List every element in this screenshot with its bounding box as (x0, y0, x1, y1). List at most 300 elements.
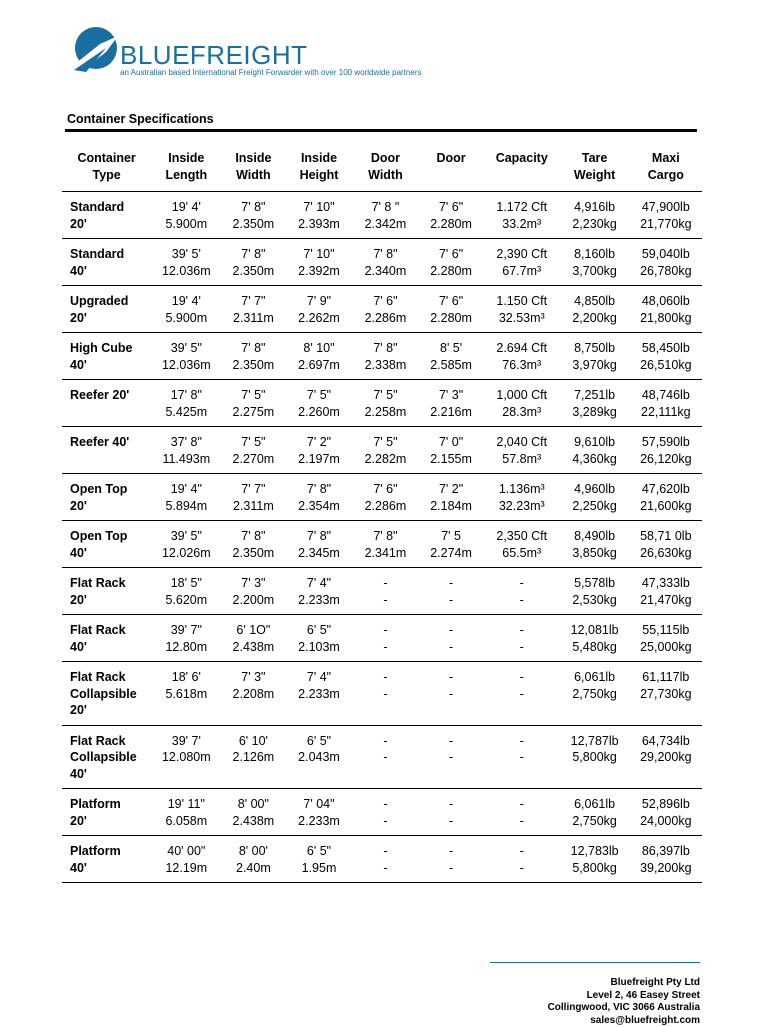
spec-cell (353, 521, 419, 568)
spec-value: - (355, 843, 417, 860)
spec-value: 12,081lb (562, 622, 628, 639)
company-logo (66, 26, 446, 82)
spec-cell (221, 427, 285, 474)
spec-value: - (486, 575, 558, 592)
spec-value: - (486, 733, 558, 750)
column-header-line: Weight (562, 167, 628, 184)
spec-value: 6' 10' (223, 733, 283, 750)
spec-cell (418, 380, 484, 427)
container-type-line: Reefer 40' (70, 434, 149, 451)
spec-value: 12,783lb (562, 843, 628, 860)
spec-value: - (486, 622, 558, 639)
spec-value: - (355, 622, 417, 639)
spec-cell (418, 836, 484, 883)
spec-value: - (420, 813, 482, 830)
container-type-line: Open Top (70, 528, 149, 545)
footer-company: Bluefreight Pty Ltd (548, 977, 700, 990)
spec-value: 7' 10" (287, 199, 350, 216)
spec-cell (560, 725, 630, 789)
spec-value: 8' 00' (223, 843, 283, 860)
spec-value: 59,040lb (632, 246, 700, 263)
spec-value: 2.342m (355, 216, 417, 233)
spec-value: - (486, 749, 558, 766)
spec-cell (151, 427, 221, 474)
container-type-line: 40' (70, 766, 149, 783)
spec-value: 58,450lb (632, 340, 700, 357)
spec-cell (630, 725, 702, 789)
container-type-line: Flat Rack (70, 733, 149, 750)
spec-value: 3,700kg (562, 263, 628, 280)
container-type-line: 20' (70, 498, 149, 515)
container-type-line: Collapsible (70, 749, 149, 766)
column-header (484, 146, 560, 192)
spec-value: - (486, 669, 558, 686)
container-type-line: Collapsible (70, 686, 149, 703)
table-row (62, 725, 702, 789)
spec-cell (560, 192, 630, 239)
spec-value: - (420, 622, 482, 639)
spec-value: 5.425m (153, 404, 219, 421)
spec-cell (418, 333, 484, 380)
spec-cell (221, 380, 285, 427)
spec-value: 2.697m (287, 357, 350, 374)
spec-value: 57.8m³ (486, 451, 558, 468)
container-type-line: 40' (70, 263, 149, 280)
spec-cell (151, 725, 221, 789)
spec-value: 3,850kg (562, 545, 628, 562)
spec-value: 64,734lb (632, 733, 700, 750)
spec-cell (285, 836, 352, 883)
spec-cell (418, 789, 484, 836)
column-header-line (420, 167, 482, 184)
spec-cell (353, 615, 419, 662)
spec-value: 2.438m (223, 813, 283, 830)
spec-value: 2.350m (223, 216, 283, 233)
spec-cell (151, 836, 221, 883)
spec-cell (484, 662, 560, 726)
spec-cell (484, 286, 560, 333)
column-header-line: Container (64, 150, 149, 167)
spec-value: - (355, 860, 417, 877)
spec-value: - (486, 813, 558, 830)
spec-cell (285, 789, 352, 836)
spec-value: 8' 00" (223, 796, 283, 813)
spec-value: - (355, 796, 417, 813)
spec-value: 1.136m³ (486, 481, 558, 498)
spec-cell (221, 615, 285, 662)
spec-cell (221, 725, 285, 789)
container-type-cell (62, 380, 151, 427)
column-header-line (486, 167, 558, 184)
spec-value: 2.280m (420, 310, 482, 327)
spec-value: 2,250kg (562, 498, 628, 515)
spec-value: 6' 5" (287, 733, 350, 750)
spec-cell (285, 427, 352, 474)
column-header-line: Height (287, 167, 350, 184)
spec-cell (418, 239, 484, 286)
spec-cell (484, 192, 560, 239)
container-type-line: Flat Rack (70, 575, 149, 592)
spec-cell (353, 662, 419, 726)
title-divider (65, 129, 697, 132)
spec-value: 5.900m (153, 310, 219, 327)
spec-value: 6.058m (153, 813, 219, 830)
container-type-line: High Cube (70, 340, 149, 357)
spec-value: 32.23m³ (486, 498, 558, 515)
spec-cell (630, 615, 702, 662)
spec-value: 5.618m (153, 686, 219, 703)
spec-value: 39,200kg (632, 860, 700, 877)
spec-value: 2.216m (420, 404, 482, 421)
spec-value: - (420, 843, 482, 860)
container-type-line: 20' (70, 216, 149, 233)
spec-value: 12.080m (153, 749, 219, 766)
spec-cell (484, 239, 560, 286)
spec-cell (151, 333, 221, 380)
spec-value: 7,251lb (562, 387, 628, 404)
spec-value: 86,397lb (632, 843, 700, 860)
spec-value: 39' 5" (153, 528, 219, 545)
spec-value: 12.80m (153, 639, 219, 656)
spec-value: 65.5m³ (486, 545, 558, 562)
spec-cell (353, 380, 419, 427)
spec-value: 12,787lb (562, 733, 628, 750)
container-type-line: 40' (70, 860, 149, 877)
container-type-line: 20' (70, 592, 149, 609)
container-type-line: Flat Rack (70, 669, 149, 686)
spec-value: 7' 2" (420, 481, 482, 498)
column-header-line: Door (355, 150, 417, 167)
container-type-cell (62, 615, 151, 662)
spec-cell (630, 380, 702, 427)
spec-value: 7' 4" (287, 669, 350, 686)
container-type-cell (62, 789, 151, 836)
spec-value: 7' 9" (287, 293, 350, 310)
spec-value: 26,630kg (632, 545, 700, 562)
spec-value: 2.286m (355, 498, 417, 515)
spec-value: 47,900lb (632, 199, 700, 216)
spec-value: 8,490lb (562, 528, 628, 545)
spec-cell (560, 789, 630, 836)
spec-value: 2.197m (287, 451, 350, 468)
column-header-line: Door (420, 150, 482, 167)
table-row (62, 568, 702, 615)
spec-value: 21,770kg (632, 216, 700, 233)
spec-value: - (355, 813, 417, 830)
table-body (62, 192, 702, 883)
column-header-line: Cargo (632, 167, 700, 184)
container-type-cell (62, 239, 151, 286)
spec-value: 7' 4" (287, 575, 350, 592)
spec-cell (221, 286, 285, 333)
column-header (62, 146, 151, 192)
spec-value: 5.894m (153, 498, 219, 515)
spec-value: 7' 6" (420, 199, 482, 216)
spec-cell (285, 662, 352, 726)
spec-value: 2.393m (287, 216, 350, 233)
column-header (560, 146, 630, 192)
spec-value: 5,480kg (562, 639, 628, 656)
spec-value: 2.280m (420, 216, 482, 233)
spec-cell (484, 615, 560, 662)
spec-value: 2,750kg (562, 686, 628, 703)
column-header-line: Length (153, 167, 219, 184)
spec-cell (418, 474, 484, 521)
spec-value: 25,000kg (632, 639, 700, 656)
spec-value: 2.233m (287, 813, 350, 830)
spec-value: 5,800kg (562, 860, 628, 877)
column-header (353, 146, 419, 192)
spec-cell (151, 286, 221, 333)
spec-value: 2,200kg (562, 310, 628, 327)
spec-value: - (355, 749, 417, 766)
container-type-line: Platform (70, 843, 149, 860)
container-type-line: Flat Rack (70, 622, 149, 639)
container-type-line: 20' (70, 702, 149, 719)
spec-value: 2.270m (223, 451, 283, 468)
spec-value: 2.233m (287, 592, 350, 609)
table-row (62, 192, 702, 239)
container-type-cell (62, 333, 151, 380)
spec-cell (285, 615, 352, 662)
spec-cell (484, 725, 560, 789)
spec-value: - (486, 592, 558, 609)
spec-value: 7' 7" (223, 481, 283, 498)
spec-cell (484, 333, 560, 380)
spec-value: 2.275m (223, 404, 283, 421)
spec-value: 27,730kg (632, 686, 700, 703)
spec-value: 21,600kg (632, 498, 700, 515)
table-row (62, 286, 702, 333)
spec-value: 29,200kg (632, 749, 700, 766)
spec-cell (630, 333, 702, 380)
spec-cell (630, 789, 702, 836)
spec-value: 39' 5' (153, 246, 219, 263)
container-type-cell (62, 192, 151, 239)
spec-value: 18' 6' (153, 669, 219, 686)
spec-value: 24,000kg (632, 813, 700, 830)
spec-value: 2,530kg (562, 592, 628, 609)
spec-value: 7' 0" (420, 434, 482, 451)
spec-value: 39' 7" (153, 622, 219, 639)
spec-cell (418, 521, 484, 568)
spec-value: 7' 8" (287, 528, 350, 545)
table-row (62, 427, 702, 474)
spec-value: 3,289kg (562, 404, 628, 421)
spec-cell (353, 286, 419, 333)
container-type-cell (62, 662, 151, 726)
spec-cell (285, 725, 352, 789)
spec-value: 22,111kg (632, 404, 700, 421)
spec-cell (221, 239, 285, 286)
spec-value: - (420, 733, 482, 750)
spec-value: 2.338m (355, 357, 417, 374)
spec-value: 3,970kg (562, 357, 628, 374)
spec-value: 2.274m (420, 545, 482, 562)
spec-value: 2.260m (287, 404, 350, 421)
spec-value: 7' 5" (223, 387, 283, 404)
column-header (630, 146, 702, 192)
spec-cell (560, 239, 630, 286)
spec-cell (285, 380, 352, 427)
spec-value: 2,230kg (562, 216, 628, 233)
spec-cell (285, 474, 352, 521)
spec-value: 2.345m (287, 545, 350, 562)
container-type-line: Standard (70, 246, 149, 263)
spec-value: 7' 8" (355, 528, 417, 545)
spec-value: 21,800kg (632, 310, 700, 327)
spec-value: - (420, 749, 482, 766)
spec-value: 2.40m (223, 860, 283, 877)
spec-value: 4,850lb (562, 293, 628, 310)
spec-cell (285, 286, 352, 333)
spec-cell (221, 192, 285, 239)
table-row (62, 333, 702, 380)
spec-cell (484, 474, 560, 521)
spec-value: 7' 8" (223, 246, 283, 263)
spec-value: 6' 5" (287, 622, 350, 639)
column-header-line: Width (355, 167, 417, 184)
spec-value: 6,061lb (562, 669, 628, 686)
spec-value: 2.200m (223, 592, 283, 609)
spec-value: 5,800kg (562, 749, 628, 766)
spec-cell (285, 521, 352, 568)
brand-tagline: an Australian based International Freight Forwarder with over 100 worldwide partners (120, 68, 422, 77)
spec-value: 8' 10" (287, 340, 350, 357)
container-type-line: 40' (70, 545, 149, 562)
spec-cell (151, 192, 221, 239)
spec-value: 2.286m (355, 310, 417, 327)
footer-address-line-2: Collingwood, VIC 3066 Australia (548, 1002, 700, 1015)
spec-cell (353, 789, 419, 836)
container-type-line: Platform (70, 796, 149, 813)
container-type-cell (62, 286, 151, 333)
spec-cell (221, 789, 285, 836)
container-type-line: 40' (70, 357, 149, 374)
spec-value: 4,360kg (562, 451, 628, 468)
spec-value: 2,350 Cft (486, 528, 558, 545)
spec-value: - (486, 686, 558, 703)
spec-value: 7' 8" (355, 340, 417, 357)
spec-cell (151, 615, 221, 662)
spec-cell (353, 333, 419, 380)
spec-value: 2.354m (287, 498, 350, 515)
spec-value: 19' 4' (153, 199, 219, 216)
spec-value: 48,060lb (632, 293, 700, 310)
spec-value: 2.585m (420, 357, 482, 374)
spec-value: 7' 04" (287, 796, 350, 813)
spec-value: 2.280m (420, 263, 482, 280)
spec-value: 2,750kg (562, 813, 628, 830)
spec-cell (560, 427, 630, 474)
spec-value: 37' 8" (153, 434, 219, 451)
spec-value: 8' 5' (420, 340, 482, 357)
spec-value: 12.036m (153, 263, 219, 280)
spec-value: 2.184m (420, 498, 482, 515)
spec-cell (285, 192, 352, 239)
spec-cell (221, 521, 285, 568)
spec-value: - (420, 575, 482, 592)
spec-cell (560, 615, 630, 662)
spec-value: 2.350m (223, 545, 283, 562)
spec-value: 2.350m (223, 357, 283, 374)
spec-value: 76.3m³ (486, 357, 558, 374)
brand-name: BLUEFREIGHT (120, 40, 308, 71)
column-header-line: Tare (562, 150, 628, 167)
spec-value: 7' 3" (420, 387, 482, 404)
spec-value: 2.282m (355, 451, 417, 468)
spec-cell (221, 474, 285, 521)
spec-value: 47,620lb (632, 481, 700, 498)
spec-value: 7' 5" (223, 434, 283, 451)
spec-value: 8,160lb (562, 246, 628, 263)
spec-value: 7' 8" (223, 199, 283, 216)
spec-cell (560, 286, 630, 333)
spec-value: - (355, 686, 417, 703)
container-type-line: 40' (70, 639, 149, 656)
spec-cell (560, 474, 630, 521)
spec-value: 7' 3" (223, 669, 283, 686)
company-address (548, 977, 700, 1027)
spec-cell (560, 333, 630, 380)
container-specs-table (62, 146, 702, 883)
spec-value: 26,120kg (632, 451, 700, 468)
spec-value: 2.126m (223, 749, 283, 766)
spec-cell (630, 568, 702, 615)
spec-value: 21,470kg (632, 592, 700, 609)
spec-value: 1.95m (287, 860, 350, 877)
spec-value: 12.036m (153, 357, 219, 374)
spec-value: 33.2m³ (486, 216, 558, 233)
spec-value: - (420, 592, 482, 609)
spec-cell (151, 521, 221, 568)
spec-value: 40' 00" (153, 843, 219, 860)
spec-cell (560, 836, 630, 883)
spec-value: 7' 6" (355, 481, 417, 498)
spec-value: 7' 10" (287, 246, 350, 263)
spec-cell (151, 239, 221, 286)
spec-value: 5.900m (153, 216, 219, 233)
spec-value: 11.493m (153, 451, 219, 468)
table-row (62, 380, 702, 427)
footer-email: sales@bluefreight.com (548, 1015, 700, 1027)
spec-cell (484, 427, 560, 474)
spec-value: 67.7m³ (486, 263, 558, 280)
spec-cell (151, 662, 221, 726)
spec-value: 6,061lb (562, 796, 628, 813)
column-header-line: Maxi (632, 150, 700, 167)
spec-value: 2.103m (287, 639, 350, 656)
spec-value: 28.3m³ (486, 404, 558, 421)
spec-value: 26,510kg (632, 357, 700, 374)
spec-value: 19' 11" (153, 796, 219, 813)
spec-value: 7' 5" (355, 387, 417, 404)
spec-value: - (355, 733, 417, 750)
column-header (151, 146, 221, 192)
spec-value: 7' 7" (223, 293, 283, 310)
spec-value: 5,578lb (562, 575, 628, 592)
spec-value: 2.262m (287, 310, 350, 327)
spec-value: 1,000 Cft (486, 387, 558, 404)
globe-plane-icon (66, 26, 126, 82)
spec-value: 2.311m (223, 498, 283, 515)
spec-cell (630, 192, 702, 239)
spec-value: - (420, 796, 482, 813)
spec-value: 7' 6" (420, 246, 482, 263)
container-type-line: 20' (70, 310, 149, 327)
table-row (62, 836, 702, 883)
spec-value: 1.172 Cft (486, 199, 558, 216)
